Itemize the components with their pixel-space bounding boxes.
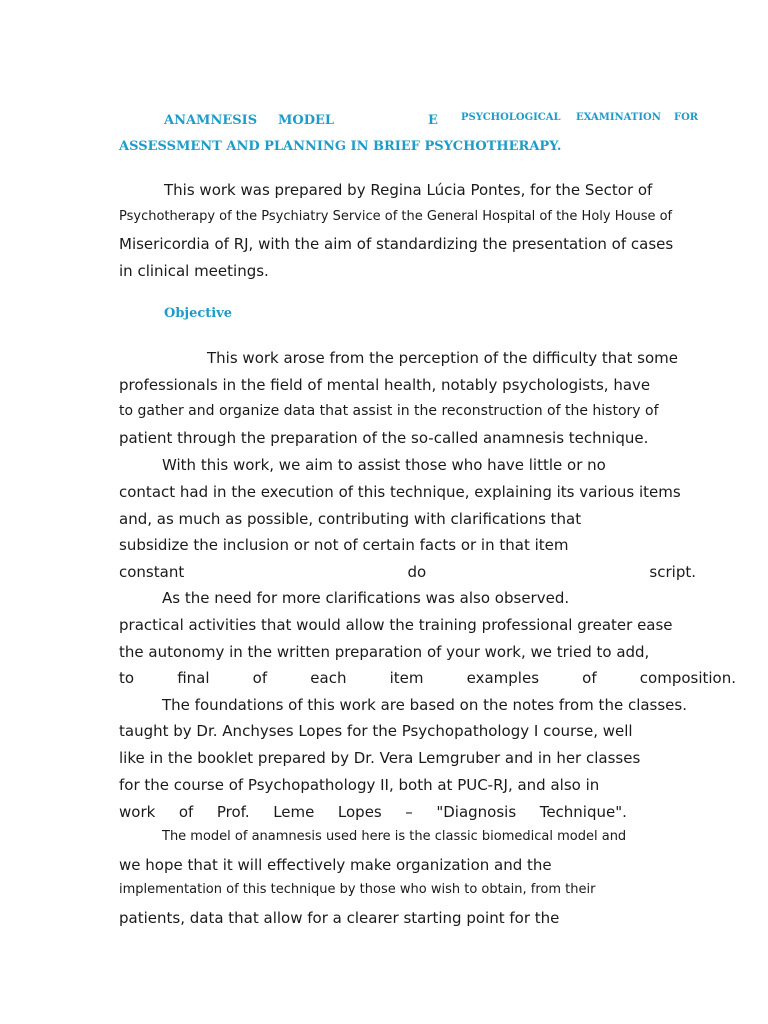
body-line-12: the autonomy in the written preparation of your work, we tried to add, bbox=[119, 643, 650, 661]
intro-line-1: This work was prepared by Regina Lúcia Pontes, for the Sector of bbox=[164, 181, 653, 199]
word: final bbox=[177, 669, 210, 687]
word: Lopes bbox=[337, 803, 382, 821]
word: Prof. bbox=[216, 803, 250, 821]
title-word-for: FOR bbox=[674, 112, 699, 123]
intro-line-2: Psychotherapy of the Psychiatry Service of the General Hospital of the Holy House of bbox=[119, 209, 673, 224]
body-line-7: and, as much as possible, contributing with clarifications that bbox=[119, 510, 582, 528]
body-line-16: like in the booklet prepared by Dr. Vera Lemgruber and in her classes bbox=[119, 749, 641, 767]
body-line-9 bbox=[119, 563, 696, 581]
title-word-model: MODEL bbox=[278, 113, 335, 128]
objective-heading: Objective bbox=[164, 306, 233, 321]
body-line-10: As the need for more clarifications was also observed. bbox=[162, 589, 570, 607]
body-line-18 bbox=[119, 803, 627, 821]
word: Leme bbox=[273, 803, 315, 821]
body-line-20: we hope that it will effectively make organization and the bbox=[119, 856, 552, 874]
body-line-3: to gather and organize data that assist in the reconstruction of the history of bbox=[119, 403, 659, 419]
word: – bbox=[405, 803, 413, 821]
title-word-examination: EXAMINATION bbox=[576, 112, 661, 123]
word: of bbox=[582, 669, 597, 687]
word: do bbox=[407, 563, 427, 581]
body-line-19: The model of anamnesis used here is the classic biomedical model and bbox=[162, 829, 627, 844]
title-word-anamnesis: ANAMNESIS bbox=[164, 113, 258, 128]
body-line-8: subsidize the inclusion or not of certain facts or in that item bbox=[119, 536, 569, 554]
word: script. bbox=[649, 563, 696, 581]
body-line-11: practical activities that would allow the training professional greater ease bbox=[119, 616, 673, 634]
intro-line-4: in clinical meetings. bbox=[119, 262, 269, 280]
word: of bbox=[178, 803, 194, 821]
body-line-13 bbox=[119, 669, 736, 687]
title-word-psychological: PSYCHOLOGICAL bbox=[461, 112, 561, 123]
title-line-2: ASSESSMENT AND PLANNING IN BRIEF PSYCHOTHERAPY. bbox=[119, 139, 562, 154]
body-line-17: for the course of Psychopathology II, both at PUC-RJ, and also in bbox=[119, 776, 600, 794]
word: work bbox=[119, 803, 156, 821]
word: composition. bbox=[639, 669, 736, 687]
body-line-4: patient through the preparation of the so-called anamnesis technique. bbox=[119, 429, 649, 447]
word: each bbox=[310, 669, 347, 687]
title-word-e: E bbox=[428, 113, 438, 128]
body-line-5: With this work, we aim to assist those who have little or no bbox=[162, 456, 606, 474]
body-line-2: professionals in the field of mental health, notably psychologists, have bbox=[119, 376, 651, 394]
word: item bbox=[389, 669, 424, 687]
body-line-21: implementation of this technique by those who wish to obtain, from their bbox=[119, 882, 596, 897]
word: "Diagnosis bbox=[436, 803, 517, 821]
word: constant bbox=[119, 563, 185, 581]
word: of bbox=[252, 669, 268, 687]
body-line-1: This work arose from the perception of the difficulty that some bbox=[207, 349, 678, 367]
intro-line-3: Misericordia of RJ, with the aim of standardizing the presentation of cases bbox=[119, 235, 674, 253]
word: Technique". bbox=[539, 803, 627, 821]
word: examples bbox=[466, 669, 540, 687]
body-line-14: The foundations of this work are based on the notes from the classes. bbox=[162, 696, 687, 714]
word: to bbox=[119, 669, 135, 687]
body-line-22: patients, data that allow for a clearer starting point for the bbox=[119, 909, 560, 927]
body-line-15: taught by Dr. Anchyses Lopes for the Psychopathology I course, well bbox=[119, 722, 633, 740]
body-line-6: contact had in the execution of this technique, explaining its various items bbox=[119, 483, 681, 501]
